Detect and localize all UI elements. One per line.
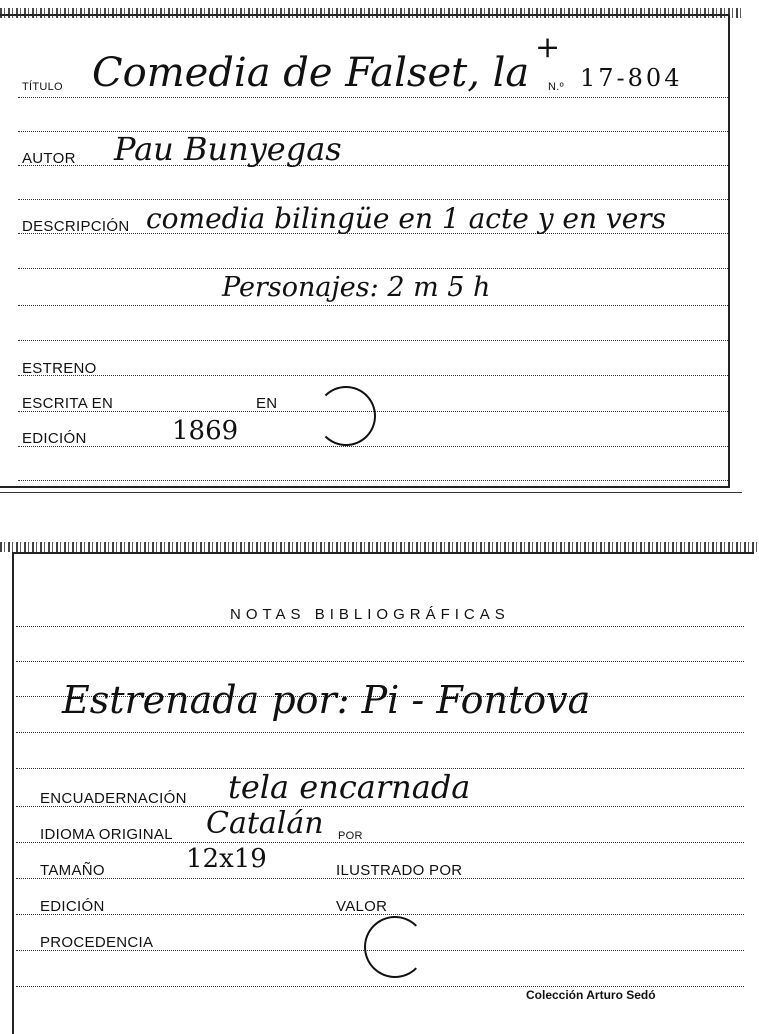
catalog-card-top	[0, 0, 742, 492]
edicion-value: 1869	[172, 416, 239, 446]
numero-label: N.º	[548, 81, 564, 93]
autor-label: AUTOR	[22, 150, 76, 167]
por-label: POR	[338, 830, 363, 842]
escrita-label: ESCRITA EN	[22, 395, 114, 412]
rule-line	[16, 732, 744, 733]
rule-line	[16, 661, 744, 662]
notas-value: Estrenada por: Pi - Fontova	[62, 678, 591, 722]
card-separator	[0, 492, 742, 493]
tamano-value: 12x19	[186, 844, 267, 874]
idioma-label: IDIOMA ORIGINAL	[40, 826, 173, 843]
titulo-label: TÍTULO	[22, 81, 63, 93]
rule-line	[18, 305, 728, 306]
cross-mark: +	[535, 30, 561, 65]
edicion-label: EDICIÓN	[40, 898, 105, 915]
procedencia-label: PROCEDENCIA	[40, 934, 154, 951]
rule-line	[18, 97, 728, 98]
tamano-label: TAMAÑO	[40, 862, 105, 879]
notas-heading: NOTAS BIBLIOGRÁFICAS	[230, 606, 510, 623]
descripcion-value: comedia bilingüe en 1 acte y en vers	[146, 202, 667, 235]
edicion-label: EDICIÓN	[22, 430, 87, 447]
collection-credit: Colección Arturo Sedó	[526, 988, 656, 1002]
personajes-value: Personajes: 2 m 5 h	[222, 272, 491, 303]
hole-punch-mark	[364, 916, 426, 978]
rule-line	[18, 480, 728, 481]
descripcion-label: DESCRIPCIÓN	[22, 218, 130, 235]
valor-label: VALOR	[336, 898, 388, 915]
autor-value: Pau Bunyegas	[114, 130, 342, 168]
idioma-value: Catalán	[206, 806, 324, 841]
estreno-label: ESTRENO	[22, 360, 97, 377]
rule-line	[16, 626, 744, 627]
en-label: EN	[256, 395, 278, 412]
rule-line	[18, 268, 728, 269]
rule-line	[16, 986, 744, 987]
titulo-value: Comedia de Falset, la	[92, 50, 530, 96]
encuadernacion-value: tela encarnada	[228, 768, 471, 806]
rule-line	[18, 375, 728, 376]
hole-punch-mark	[316, 386, 376, 446]
rule-line	[18, 199, 728, 200]
rule-line	[18, 446, 728, 447]
numero-value: 17-804	[580, 64, 683, 92]
card-top-edge	[0, 542, 759, 552]
rule-line	[18, 340, 728, 341]
ilustrado-label: ILUSTRADO POR	[336, 862, 463, 879]
encuadernacion-label: ENCUADERNACIÓN	[40, 790, 187, 807]
catalog-card-bottom	[0, 540, 759, 1028]
